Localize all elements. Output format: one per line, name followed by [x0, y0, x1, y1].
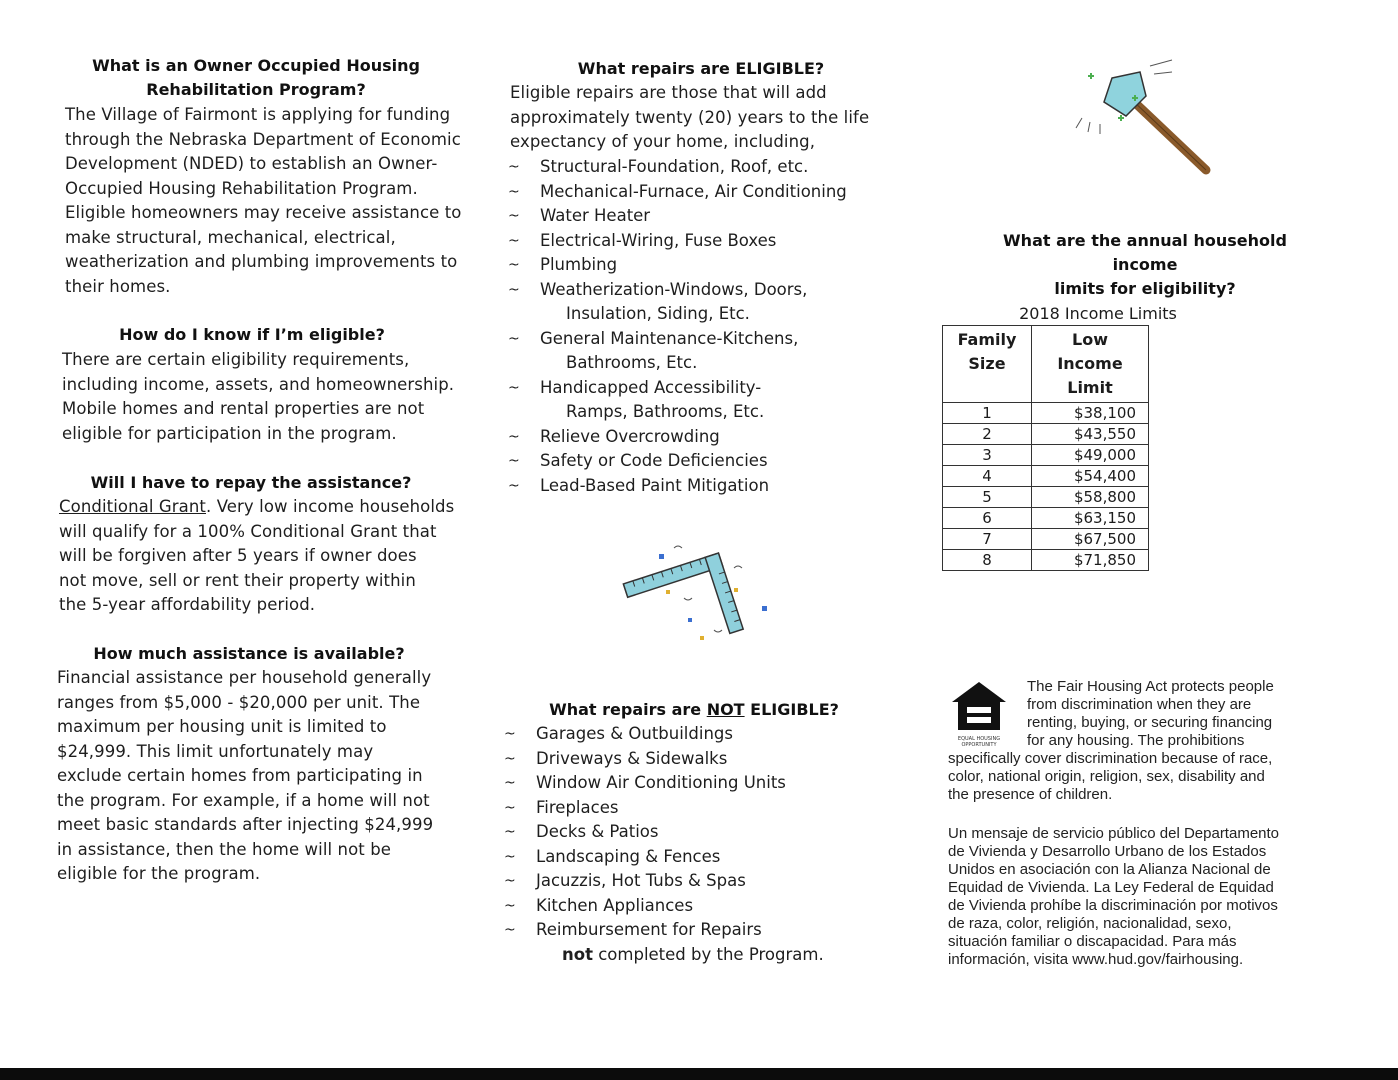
item-text: Fireplaces — [536, 797, 619, 817]
family-size-cell: 6 — [943, 508, 1032, 529]
tilde-bullet: ~ — [508, 232, 520, 249]
text-line: weatherization and plumbing improvements to — [65, 252, 458, 271]
text-line: for any housing. The prohibitions — [1027, 732, 1245, 749]
scan-edge-bar — [0, 1068, 1398, 1080]
item-text: Lead-Based Paint Mitigation — [540, 475, 770, 495]
limit-cell: $67,500 — [1032, 529, 1149, 550]
text-line: de raza, color, religión, nacionalidad, sexo, — [948, 915, 1232, 932]
table-row — [943, 550, 1149, 571]
limit-cell: $63,150 — [1032, 508, 1149, 529]
text-line: will be forgiven after 5 years if owner does — [59, 546, 417, 565]
text-line: eligible for participation in the program. — [62, 423, 397, 443]
text-line: Un mensaje de servicio público del Departamento — [948, 825, 1280, 842]
item-line: Handicapped Accessibility- — [540, 377, 762, 397]
list-item — [508, 425, 908, 450]
item-text: Kitchen Appliances — [536, 895, 694, 915]
text-line: The Fair Housing Act protects people — [1027, 678, 1274, 695]
item-text: Jacuzzis, Hot Tubs & Spas — [536, 871, 746, 890]
text-line: their homes. — [65, 276, 171, 296]
text-line: ranges from $5,000 - $20,000 per unit. The — [57, 692, 421, 712]
table-row — [943, 424, 1149, 445]
text-line: color, national origin, religion, sex, disability and — [948, 768, 1265, 785]
repay-title — [56, 471, 446, 495]
family-size-cell: 2 — [943, 424, 1032, 445]
limit-cell: $49,000 — [1032, 445, 1149, 466]
list-item — [508, 327, 908, 376]
header-line: Low — [1072, 330, 1108, 349]
text-line: Occupied Housing Rehabilitation Program. — [65, 178, 418, 198]
text-line: There are certain eligibility requirements, — [62, 350, 410, 369]
tilde-bullet: ~ — [504, 799, 516, 816]
table-row — [943, 403, 1149, 424]
income-limits-title — [970, 229, 1320, 301]
text-line: exclude certain homes from participating in — [57, 766, 423, 785]
item-text: Decks & Patios — [536, 822, 659, 841]
item-text — [540, 327, 798, 376]
text-line: eligible for the program. — [57, 864, 261, 883]
text-line: not move, sell or rent their property within — [59, 570, 416, 590]
item-text: Landscaping & Fences — [536, 846, 721, 866]
text-line: de Vivienda prohíbe la discriminación por motivos — [948, 897, 1278, 914]
tilde-bullet: ~ — [504, 848, 516, 865]
item-text: Relieve Overcrowding — [540, 426, 720, 446]
title-text: What repairs are — [549, 700, 707, 719]
title-line: What are the annual household income — [1003, 231, 1287, 274]
item-text — [540, 278, 807, 327]
item-text — [536, 918, 824, 967]
header-family-size — [943, 326, 1032, 403]
text-line: Unidos en asociación con la Alianza Nacional de — [948, 861, 1271, 878]
spanish-notice — [948, 825, 1358, 969]
list-item — [504, 722, 904, 747]
item-text: Structural-Foundation, Roof, etc. — [540, 157, 809, 176]
list-item — [508, 474, 908, 499]
text-line: maximum per housing unit is limited to — [57, 717, 387, 736]
list-item — [504, 845, 904, 870]
carpenter-square-icon — [614, 538, 794, 658]
table-header-row — [943, 326, 1149, 403]
limit-cell: $71,850 — [1032, 550, 1149, 571]
text-line: the program. For example, if a home will not — [57, 790, 430, 810]
title-text: ELIGIBLE? — [744, 700, 839, 719]
family-size-cell: 7 — [943, 529, 1032, 550]
family-size-cell: 3 — [943, 445, 1032, 466]
eligible-repairs-title — [504, 57, 898, 81]
tilde-bullet: ~ — [508, 208, 520, 224]
tilde-bullet: ~ — [508, 159, 520, 175]
list-item — [508, 278, 908, 327]
item-text: Window Air Conditioning Units — [536, 773, 786, 792]
tilde-bullet: ~ — [504, 775, 516, 791]
text-line: meet basic standards after injecting $24,999 — [57, 815, 434, 834]
tilde-bullet: ~ — [504, 750, 516, 767]
item-line: Ramps, Bathrooms, Etc. — [566, 402, 765, 421]
text-line: situación familiar o discapacidad. Para más — [948, 933, 1237, 950]
item-text: Water Heater — [540, 206, 651, 225]
title-line: Rehabilitation Program? — [146, 80, 366, 99]
title-text: Will I have to repay the assistance? — [90, 473, 412, 492]
tilde-bullet: ~ — [508, 183, 520, 200]
item-line: Reimbursement for Repairs — [536, 920, 762, 939]
item-text — [540, 376, 764, 425]
item-line: Weatherization-Windows, Doors, — [540, 279, 808, 299]
header-low-income-limit — [1032, 326, 1149, 403]
list-item — [508, 229, 908, 254]
income-limits-table — [942, 325, 1149, 571]
table-row — [943, 508, 1149, 529]
limit-cell: $58,800 — [1032, 487, 1149, 508]
equal-housing-logo — [948, 680, 1010, 748]
item-text: Electrical-Wiring, Fuse Boxes — [540, 230, 777, 250]
header-line: Family — [957, 330, 1017, 349]
table-caption: 2018 Income Limits — [1019, 304, 1177, 323]
list-item — [508, 449, 908, 474]
title-text: What repairs are — [577, 59, 736, 78]
hatchet-icon — [1070, 58, 1220, 188]
list-item — [508, 180, 908, 205]
item-text: Safety or Code Deficiencies — [540, 451, 768, 470]
table-row — [943, 487, 1149, 508]
item-line: Insulation, Siding, Etc. — [566, 304, 750, 323]
text-line: the presence of children. — [948, 786, 1113, 803]
tilde-bullet: ~ — [508, 477, 520, 494]
limit-cell: $38,100 — [1032, 403, 1149, 424]
text-line: $24,999. This limit unfortunately may — [57, 741, 374, 761]
title-text: How much assistance is available? — [93, 644, 405, 663]
item-line: Bathrooms, Etc. — [566, 353, 698, 372]
tilde-bullet: ~ — [504, 873, 516, 889]
text-fragment: . Very low income households — [206, 497, 455, 516]
list-item — [504, 894, 904, 919]
equal-housing-house-icon — [948, 680, 1010, 732]
tilde-bullet: ~ — [508, 453, 520, 469]
list-item — [508, 253, 908, 278]
table-row — [943, 445, 1149, 466]
fair-housing-notice-cont — [948, 750, 1358, 804]
assistance-text — [57, 666, 467, 887]
text-line: de Vivienda y Desarrollo Urbano de los Estados — [948, 843, 1267, 860]
emphasis: not — [562, 944, 593, 964]
text-line: Equidad de Vivienda. La Ley Federal de Equidad — [948, 879, 1274, 896]
list-item — [504, 918, 904, 967]
owner-occupied-text — [65, 103, 475, 299]
header-line: Limit — [1067, 378, 1113, 397]
equal-housing-caption — [948, 736, 1010, 748]
text-line: in assistance, then the home will not be — [57, 839, 392, 859]
eligible-question-title — [56, 323, 448, 347]
limit-cell: $43,550 — [1032, 424, 1149, 445]
item-text: Plumbing — [540, 255, 618, 274]
text-line: from discrimination when they are — [1027, 696, 1252, 713]
item-line — [536, 943, 824, 968]
text-line — [59, 495, 469, 520]
eligible-intro — [510, 81, 910, 155]
list-item — [504, 820, 904, 845]
text-line: Development (NDED) to establish an Owner- — [65, 154, 438, 173]
tilde-bullet: ~ — [504, 922, 516, 938]
item-line: General Maintenance-Kitchens, — [540, 328, 799, 348]
eligible-list — [508, 155, 908, 498]
tilde-bullet: ~ — [508, 281, 520, 298]
header-line: Income — [1057, 354, 1123, 373]
text-line: will qualify for a 100% Conditional Grant that — [59, 521, 437, 541]
title-emphasis: ELIGIBLE? — [735, 59, 825, 78]
family-size-cell: 8 — [943, 550, 1032, 571]
not-eligible-list — [504, 722, 904, 967]
text-line: specifically cover discrimination because of race, — [948, 750, 1273, 767]
caption-line: OPPORTUNITY — [961, 742, 997, 748]
not-eligible-title — [504, 698, 884, 722]
tilde-bullet: ~ — [504, 824, 516, 840]
list-item — [504, 869, 904, 894]
item-text: Garages & Outbuildings — [536, 724, 733, 743]
assistance-title — [56, 642, 442, 666]
title-text: How do I know if I’m eligible? — [119, 325, 385, 344]
item-text: Driveways & Sidewalks — [536, 748, 728, 768]
text-line: including income, assets, and homeownership. — [62, 374, 455, 394]
family-size-cell: 1 — [943, 403, 1032, 424]
tilde-bullet: ~ — [508, 379, 520, 396]
list-item — [508, 376, 908, 425]
title-emphasis: NOT — [706, 700, 745, 719]
text-line: renting, buying, or securing financing — [1027, 714, 1273, 731]
table-row — [943, 529, 1149, 550]
list-item — [508, 155, 908, 180]
text-line: Eligible homeowners may receive assistance to — [65, 203, 462, 222]
text-fragment: completed by the Program. — [592, 944, 824, 964]
text-line: expectancy of your home, including, — [510, 132, 816, 151]
family-size-cell: 4 — [943, 466, 1032, 487]
tilde-bullet: ~ — [504, 726, 516, 742]
family-size-cell: 5 — [943, 487, 1032, 508]
text-line: make structural, mechanical, electrical, — [65, 227, 396, 247]
eligible-question-text — [62, 348, 472, 446]
conditional-grant-term: Conditional Grant — [59, 497, 206, 516]
caption-line: EQUAL HOUSING — [957, 736, 1001, 742]
text-line: Eligible repairs are those that will add — [510, 83, 827, 102]
text-line: approximately twenty (20) years to the life — [510, 107, 870, 127]
owner-occupied-title — [56, 54, 456, 102]
tilde-bullet: ~ — [504, 897, 516, 914]
text-line: Financial assistance per household generally — [57, 668, 432, 687]
fair-housing-notice — [1027, 678, 1347, 750]
text-line: through the Nebraska Department of Economic — [65, 129, 461, 149]
text-line: Mobile homes and rental properties are not — [62, 399, 425, 418]
repay-text — [59, 495, 469, 618]
table-row — [943, 466, 1149, 487]
title-line: limits for eligibility? — [1054, 279, 1236, 298]
header-line: Size — [968, 354, 1006, 373]
list-item — [504, 747, 904, 772]
list-item — [504, 771, 904, 796]
title-line: What is an Owner Occupied Housing — [92, 56, 420, 75]
limit-cell: $54,400 — [1032, 466, 1149, 487]
list-item — [504, 796, 904, 821]
text-line: The Village of Fairmont is applying for funding — [65, 105, 451, 124]
tilde-bullet: ~ — [508, 330, 520, 347]
tilde-bullet: ~ — [508, 428, 520, 445]
tilde-bullet: ~ — [508, 257, 520, 273]
list-item — [508, 204, 908, 229]
item-text: Mechanical-Furnace, Air Conditioning — [540, 181, 847, 201]
text-line: the 5-year affordability period. — [59, 595, 316, 614]
text-line: información, visita www.hud.gov/fairhousing. — [948, 951, 1244, 968]
